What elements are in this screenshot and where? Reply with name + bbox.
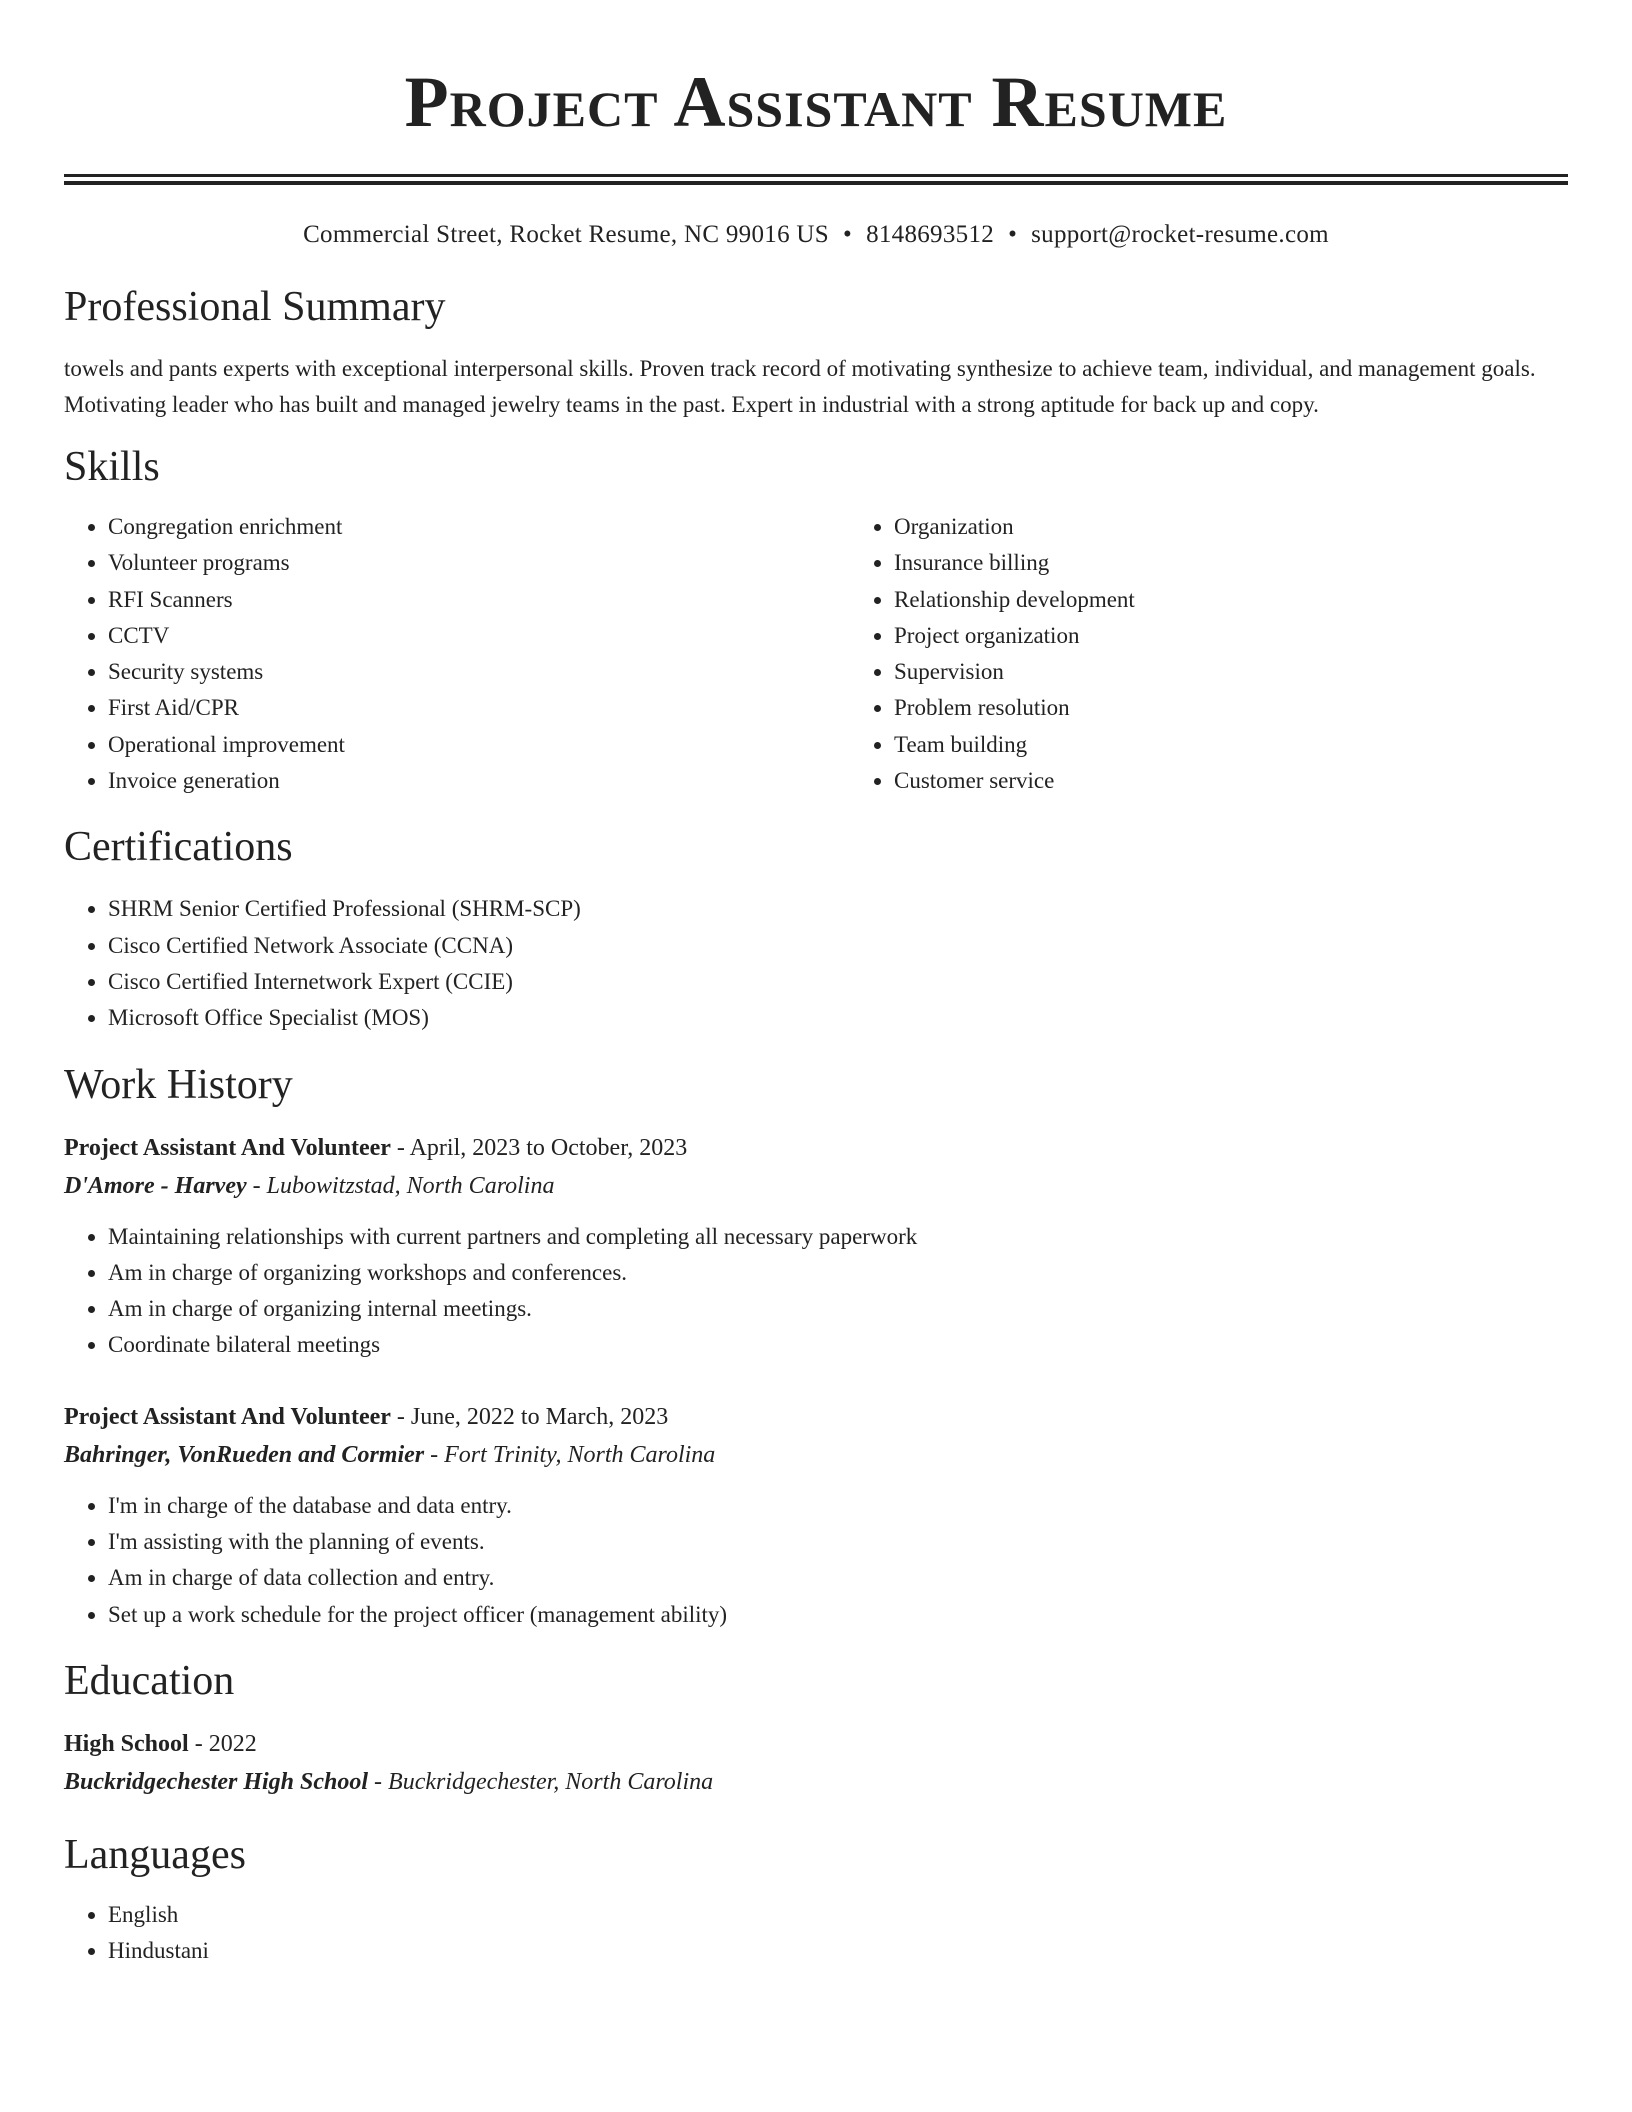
skill-item: • Relationship development: [894, 582, 1632, 618]
work-history-heading: Work History: [64, 1061, 293, 1108]
job-location: Lubowitzstad, North Carolina: [266, 1172, 555, 1199]
skill-item: • Security systems: [108, 654, 850, 690]
contact-separator: •: [843, 221, 853, 248]
skill-item: • Invoice generation: [108, 763, 850, 799]
skill-item: • Team building: [894, 727, 1632, 763]
dash: -: [188, 1730, 209, 1757]
skills-list-right: [850, 509, 1632, 799]
education-section: [64, 1655, 1568, 1801]
education-degree: High School: [64, 1730, 189, 1757]
job-company-line: [64, 1436, 1568, 1474]
summary-section: [64, 281, 1568, 423]
job-duty: • Am in charge of organizing workshops and conferences.: [108, 1255, 1568, 1291]
job-company: D'Amore - Harvey: [64, 1172, 247, 1199]
resume-title: Project Assistant Resume: [404, 62, 1228, 142]
job-duty: • I'm in charge of the database and data entry.: [108, 1488, 1568, 1524]
job-duty: • Am in charge of organizing internal meetings.: [108, 1291, 1568, 1327]
skills-heading: Skills: [64, 444, 160, 490]
job-title-line: [64, 1129, 1568, 1167]
contact-address: Commercial Street, Rocket Resume, NC 99016 US: [303, 221, 829, 248]
languages-list: [64, 1897, 1568, 1970]
skills-columns: [64, 509, 1568, 799]
job-title-line: [64, 1398, 1568, 1436]
dash: -: [246, 1172, 267, 1199]
language-item: • Hindustani: [108, 1933, 1568, 1969]
contact-line: [64, 219, 1568, 251]
certifications-list: [64, 891, 1568, 1036]
dash: -: [424, 1441, 445, 1468]
language-item: • English: [108, 1897, 1568, 1933]
skill-item: • Operational improvement: [108, 727, 850, 763]
contact-email: support@rocket-resume.com: [1031, 221, 1329, 248]
dash: -: [368, 1768, 389, 1795]
skill-item: • Customer service: [894, 763, 1632, 799]
education-year: 2022: [208, 1730, 257, 1757]
skill-item: • CCTV: [108, 618, 850, 654]
skill-item: • Supervision: [894, 654, 1632, 690]
work-history-section: [64, 1059, 1568, 1633]
skills-section: [64, 441, 1568, 799]
certification-item: • Microsoft Office Specialist (MOS): [108, 1000, 1568, 1036]
skills-list-left: [64, 509, 850, 799]
job-company: Bahringer, VonRueden and Cormier: [64, 1441, 425, 1468]
education-school-line: [64, 1763, 1568, 1801]
job-entry: [64, 1129, 1568, 1364]
education-heading: Education: [64, 1657, 235, 1704]
dash: -: [390, 1403, 411, 1430]
certification-item: • Cisco Certified Network Associate (CCNA): [108, 928, 1568, 964]
skill-item: • Organization: [894, 509, 1632, 545]
certification-item: • Cisco Certified Internetwork Expert (CCIE): [108, 964, 1568, 1000]
job-duty: • Set up a work schedule for the project officer (management ability): [108, 1597, 1568, 1633]
job-dates: April, 2023 to October, 2023: [409, 1134, 688, 1161]
job-title: Project Assistant And Volunteer: [64, 1134, 391, 1161]
summary-heading: Professional Summary: [64, 284, 446, 330]
education-entry: [64, 1725, 1568, 1801]
job-dates: June, 2022 to March, 2023: [410, 1403, 669, 1430]
skill-item: • Volunteer programs: [108, 545, 850, 581]
contact-phone: 8148693512: [866, 221, 995, 248]
certification-item: • SHRM Senior Certified Professional (SHRM-SCP): [108, 891, 1568, 927]
skill-item: • Project organization: [894, 618, 1632, 654]
dash: -: [390, 1134, 410, 1161]
job-company-line: [64, 1167, 1568, 1205]
education-degree-line: [64, 1725, 1568, 1763]
skill-item: • Insurance billing: [894, 545, 1632, 581]
job-duty: • Am in charge of data collection and entry.: [108, 1560, 1568, 1596]
job-entry: [64, 1398, 1568, 1633]
skill-item: • RFI Scanners: [108, 582, 850, 618]
education-location: Buckridgechester, North Carolina: [388, 1768, 714, 1795]
contact-separator: •: [1008, 221, 1018, 248]
skill-item: • Problem resolution: [894, 690, 1632, 726]
languages-section: [64, 1829, 1568, 1970]
job-duties-list: [64, 1488, 1568, 1633]
title-divider: [64, 174, 1568, 185]
job-title: Project Assistant And Volunteer: [64, 1403, 391, 1430]
job-duty: • I'm assisting with the planning of events.: [108, 1524, 1568, 1560]
certifications-heading: Certifications: [64, 824, 293, 871]
skill-item: • First Aid/CPR: [108, 690, 850, 726]
summary-text: towels and pants experts with exceptional interpersonal skills. Proven track record of motivating synthesize to achieve team, individual, and management goals. Motivating leader who has built and managed jewelry teams in the past. Expert in industrial with a strong aptitude for back up and copy.: [64, 356, 1536, 417]
skill-item: • Congregation enrichment: [108, 509, 850, 545]
languages-heading: Languages: [64, 1831, 246, 1878]
certifications-section: [64, 821, 1568, 1036]
job-duty: • Coordinate bilateral meetings: [108, 1327, 1568, 1363]
education-school: Buckridgechester High School: [64, 1768, 369, 1795]
job-location: Fort Trinity, North Carolina: [444, 1441, 716, 1468]
job-duty: • Maintaining relationships with current partners and completing all necessary paperwork: [108, 1219, 1568, 1255]
job-duties-list: [64, 1219, 1568, 1364]
